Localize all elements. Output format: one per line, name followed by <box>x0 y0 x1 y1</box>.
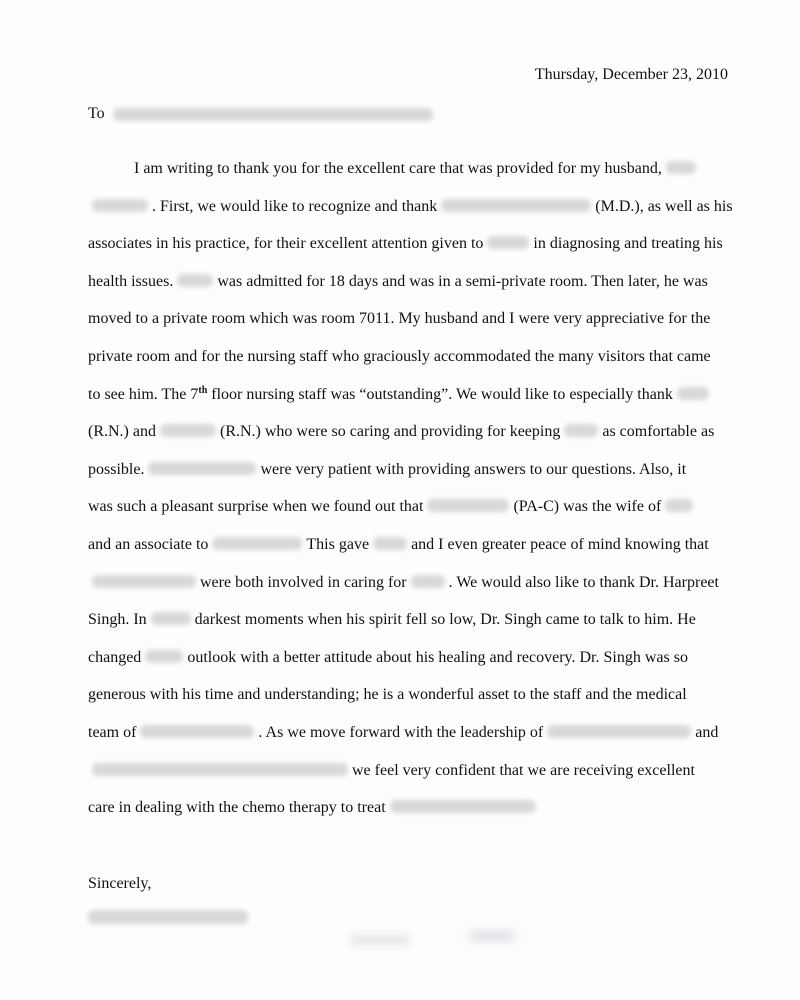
redacted-text <box>212 537 302 550</box>
letter-line <box>88 799 716 837</box>
redacted-text <box>390 800 536 813</box>
body-text: darkest moments when his spirit fell so low, Dr. Singh came to talk to him. He <box>194 611 696 629</box>
signature-block <box>88 910 248 928</box>
letter-line <box>88 273 716 311</box>
body-text: generous with his time and understanding; he is a wonderful asset to the staff and the medical <box>88 686 687 704</box>
body-text: as comfortable as <box>602 423 715 441</box>
letter-line <box>88 235 723 273</box>
body-text: were both involved in caring for <box>200 573 407 591</box>
ordinal-suffix: th <box>198 384 208 396</box>
body-text: associates in his practice, for their excellent attention given to <box>88 235 484 253</box>
letter-line <box>88 423 716 461</box>
redacted-text <box>151 612 191 625</box>
letter-date: Thursday, December 23, 2010 <box>534 66 728 83</box>
body-text: (M.D.), as well as his <box>595 197 733 215</box>
body-text: (R.N.) who were so caring and providing for keeping <box>219 423 561 441</box>
body-text: was admitted for 18 days and was in a semi-private room. Then later, he was <box>217 272 708 290</box>
redacted-text <box>677 387 709 400</box>
body-text: and an associate to <box>88 535 209 553</box>
letter-line <box>88 310 716 348</box>
salutation: To <box>88 105 105 122</box>
letter-line <box>88 762 716 800</box>
body-text: care in dealing with the chemo therapy to treat <box>88 799 386 817</box>
scan-smudge <box>468 930 516 942</box>
closing: Sincerely, <box>88 875 152 892</box>
redacted-text <box>177 274 213 287</box>
letter-line <box>88 498 716 536</box>
redacted-text <box>547 725 691 738</box>
letter-line <box>88 723 719 762</box>
redacted-text <box>411 575 445 588</box>
redacted-signature <box>88 910 248 924</box>
body-text: private room and for the nursing staff who graciously accommodated the many visitors that came <box>88 347 711 365</box>
body-text: we feel very confident that we are receiving excellent <box>352 761 695 779</box>
body-text: and <box>695 723 719 741</box>
body-text: This gave <box>306 535 370 553</box>
letter-line <box>88 611 716 649</box>
redacted-text <box>373 537 407 550</box>
body-text: was such a pleasant surprise when we found out that <box>88 498 424 516</box>
redacted-recipient <box>113 108 433 121</box>
redacted-text <box>92 763 348 776</box>
redacted-text <box>145 650 183 663</box>
redacted-text <box>427 499 509 512</box>
recipient-line <box>88 105 433 123</box>
body-text: (R.N.) and <box>88 423 156 441</box>
body-text: to see him. The 7 <box>88 385 199 403</box>
redacted-text <box>148 462 256 475</box>
body-text: Singh. In <box>88 611 147 629</box>
body-text: outlook with a better attitude about his healing and recovery. Dr. Singh was so <box>187 648 688 666</box>
redacted-text <box>564 424 598 437</box>
body-text: team of <box>88 723 137 741</box>
letter-line <box>88 160 716 198</box>
letter-line <box>88 686 716 724</box>
letter-line <box>88 386 716 424</box>
body-text: were very patient with providing answers to our questions. Also, it <box>260 460 687 478</box>
body-text: (PA-C) was the wife of <box>513 498 662 516</box>
body-text: floor nursing staff was “outstanding”. We would like to especially thank <box>207 385 673 403</box>
redacted-text <box>487 236 529 249</box>
letter-line <box>88 197 733 236</box>
body-text: . As we move forward with the leadership of <box>258 723 544 741</box>
redacted-text <box>441 199 591 212</box>
body-text: and I even greater peace of mind knowing that <box>411 535 709 553</box>
letter-line <box>88 573 719 612</box>
body-text: . First, we would like to recognize and thank <box>152 197 438 215</box>
body-text: changed <box>88 648 142 666</box>
body-text: possible. <box>88 460 145 478</box>
redacted-text <box>666 161 696 174</box>
letter-line <box>88 461 716 499</box>
redacted-text <box>140 725 254 738</box>
body-text: health issues. <box>88 272 174 290</box>
letter-line <box>88 649 716 687</box>
scan-smudge <box>350 935 410 945</box>
body-text: I am writing to thank you for the excellent care that was provided for my husband, <box>134 160 662 177</box>
redacted-text <box>160 424 216 437</box>
body-text: . We would also like to thank Dr. Harpreet <box>448 573 719 591</box>
letter-body <box>88 160 733 837</box>
letter-line <box>88 536 716 574</box>
redacted-text <box>92 575 196 588</box>
body-text: in diagnosing and treating his <box>533 235 723 253</box>
redacted-text <box>92 199 148 212</box>
letter-line <box>88 348 716 386</box>
body-text: moved to a private room which was room 7011. My husband and I were very appreciative for the <box>88 310 711 328</box>
redacted-text <box>665 499 693 512</box>
